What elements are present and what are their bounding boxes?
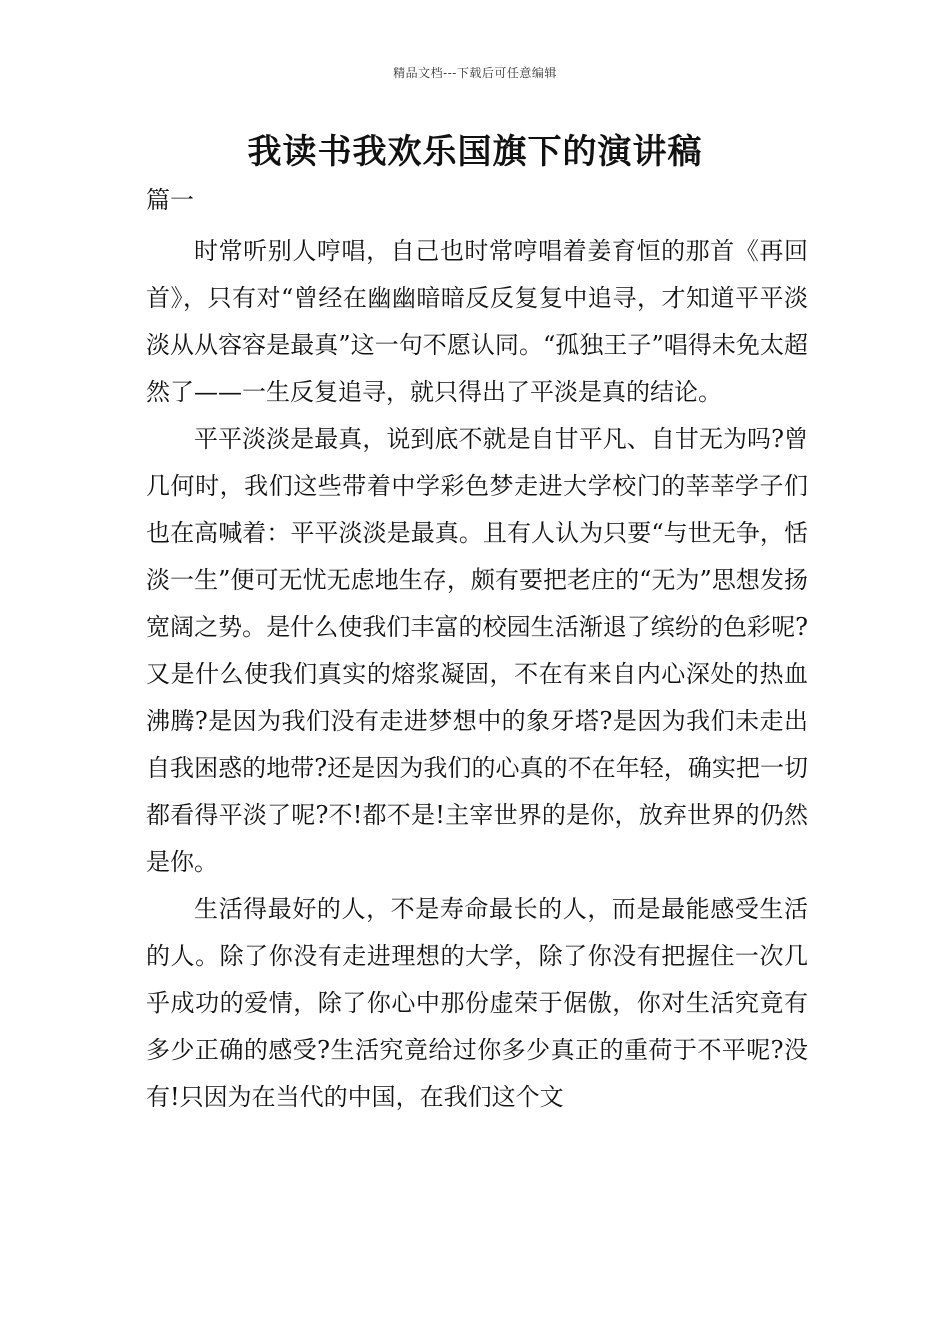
paragraph-2: 平平淡淡是最真，说到底不就是自甘平凡、自甘无为吗?曾几何时，我们这些带着中学彩色梦走进大学校门的莘莘学子们也在高喊着：平平淡淡是最真。且有人认为只要“与世无争，恬淡一生”便可无忧无虑地生存，颇有要把老庄的“无为”思想发扬宽阔之势。是什么使我们丰富的校园生活渐退了缤纷的色彩呢?又是什么使我们真实的熔浆凝固，不在有来自内心深处的热血沸腾?是因为我们没有走进梦想中的象牙塔?是因为我们未走出自我困惑的地带?还是因为我们的心真的不在年轻，确实把一切都看得平淡了呢?不!都不是!主宰世界的是你，放弃世界的仍然是你。 xyxy=(146,425,808,876)
section-label: 篇一 xyxy=(146,186,194,214)
body-text xyxy=(146,228,808,1121)
paragraph-1: 时常听别人哼唱，自己也时常哼唱着姜育恒的那首《再回首》，只有对“曾经在幽幽暗暗反反复复中追寻，才知道平平淡淡从从容容是最真”这一句不愿认同。“孤独王子”唱得未免太超然了——一生反复追寻，就只得出了平淡是真的结论。 xyxy=(146,237,808,406)
document-title: 我读书我欢乐国旗下的演讲稿 xyxy=(247,132,703,172)
paragraph-3: 生活得最好的人，不是寿命最长的人，而是最能感受生活的人。除了你没有走进理想的大学，除了你没有把握住一次几乎成功的爱情，除了你心中那份虚荣于倨傲，你对生活究竟有多少正确的感受?生活究竟给过你多少真正的重荷于不平呢?没有!只因为在当代的中国，在我们这个文 xyxy=(146,895,808,1111)
header-note: 精品文档---下载后可任意编辑 xyxy=(393,66,557,80)
